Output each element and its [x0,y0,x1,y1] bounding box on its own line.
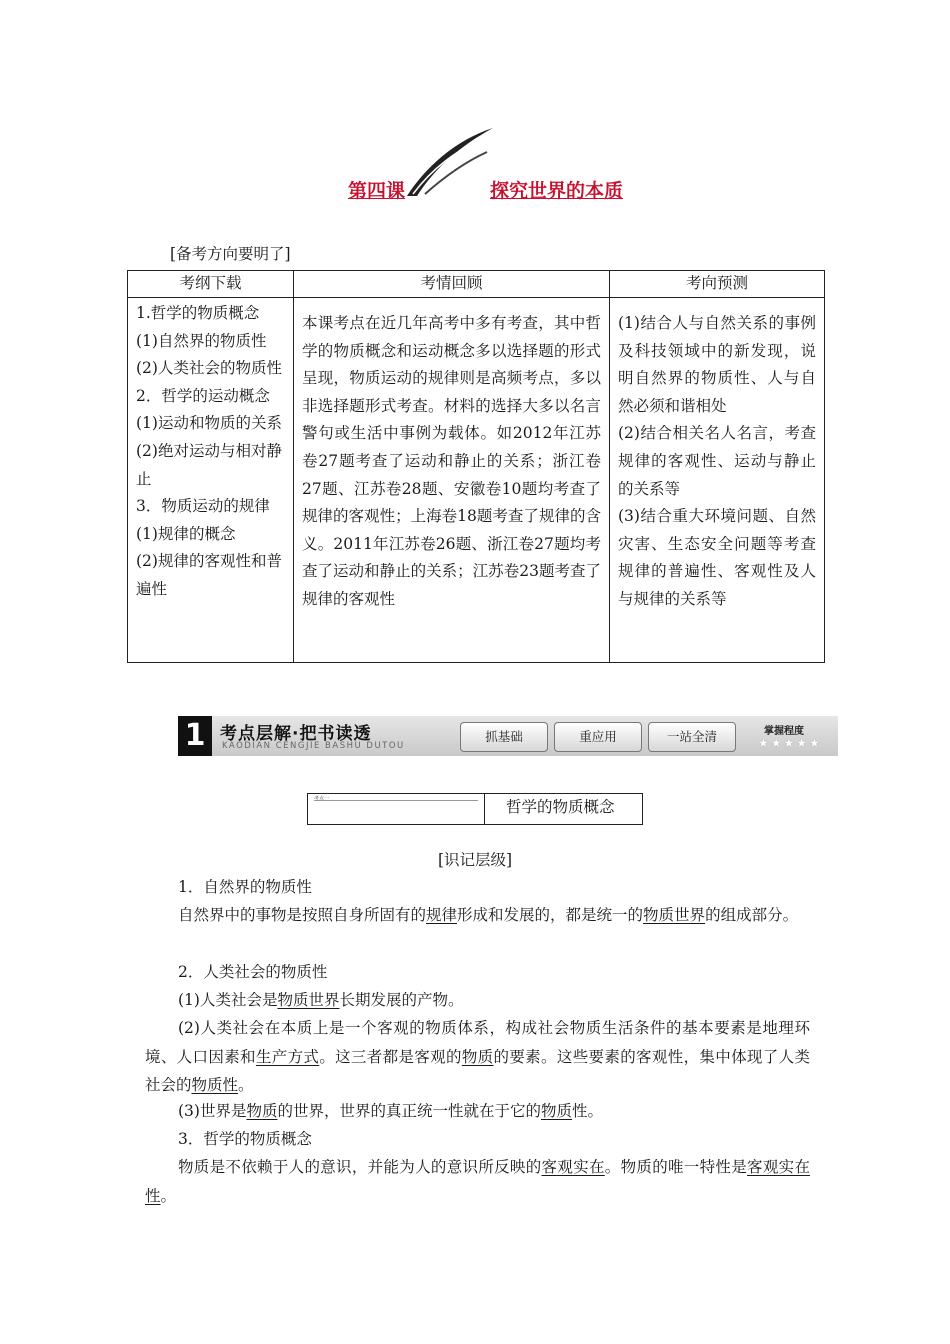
list-item: (2)规律的客观性和普遍性 [136,552,282,598]
all-clear-button[interactable]: 一站全清 [648,722,736,752]
section-2-item-3: (3)世界是物质的世界，世界的真正统一性就在于它的物质性。 [178,1102,604,1120]
list-item: (2)绝对运动与相对静止 [136,441,282,488]
list-item: (2)人类社会的物质性 [136,359,282,378]
list-item: 1.哲学的物质概念 [136,304,260,322]
section-2-heading: 2．人类社会的物质性 [178,963,328,981]
prep-heading: [备考方向要明了] [170,245,291,263]
table-row [128,298,825,663]
topic-box [307,793,643,825]
review-cell: 本课考点在近几年高考中多有考查，其中哲学的物质概念和运动概念多以选择题的形式呈现，物质运动的规律则是高频考点，多以非选择题形式考查。材料的选择大多以名言警句或生活中事例为载体。如2012年江苏卷27题考查了运动和静止的关系；浙江卷27题、江苏卷28题、安徽卷10题均考查了规律的客观性；上海卷18题考查了规律的含义。2011年江苏卷26题、浙江卷27题均考查了运动和静止的关系；江苏卷23题考查了规律的客观性 [294,298,610,663]
list-item: (3)结合重大环境问题、自然灾害、生态安全问题等考查规律的普遍性、客观性及人与规律的关系等 [618,507,816,608]
section-2-item-1: (1)人类社会是物质世界长期发展的产物。 [178,991,464,1009]
list-item: 2．哲学的运动概念 [136,386,270,405]
list-item: (1)运动和物质的关系 [136,414,282,433]
syllabus-cell [128,298,294,663]
section-3-heading: 3．哲学的物质概念 [178,1130,312,1148]
section-2-item-2: (2)人类社会在本质上是一个客观的物质体系，构成社会物质生活条件的基本要素是地理环境、人口因素和生产方式。这三者都是客观的物质的要素。这些要素的客观性，集中体现了人类社会的物质性。 [145,1019,810,1095]
level-heading: [识记层级] [437,851,513,869]
swoosh-decoration-icon [405,128,495,198]
list-item: (1)规律的概念 [136,524,236,543]
basics-button[interactable]: 抓基础 [460,722,548,752]
section-3-paragraph: 物质是不依赖于人的意识，并能为人的意识所反映的客观实在。物质的唯一特性是客观实在性。 [145,1158,810,1205]
topic-label: 哲学的物质概念 [506,798,615,816]
lesson-title-block [345,128,655,208]
list-item: 3．物质运动的规律 [136,497,270,516]
topic-tag: 考点一 [314,796,330,802]
col-header-syllabus: 考纲下载 [128,271,294,298]
mastery-label: 掌握程度 [764,726,804,737]
col-header-forecast: 考向预测 [610,271,825,298]
forecast-cell [610,298,825,663]
topic-tag-cell [308,794,485,824]
list-item: (1)自然界的物质性 [136,331,267,350]
banner-subtitle: KAODIAN CENGJIE BASHU DUTOU [222,741,405,751]
divider [314,800,478,801]
section-banner [178,716,838,756]
application-button[interactable]: 重应用 [554,722,642,752]
section-1-paragraph: 自然界中的事物是按照自身所固有的规律形成和发展的，都是统一的物质世界的组成部分。 [178,906,799,924]
lesson-title: 探究世界的本质 [490,180,624,202]
banner-title: 考点层解·把书读透 [220,724,372,744]
lesson-number: 第四课 [348,180,406,202]
list-item: (1)结合人与自然关系的事例及科技领域中的新发现，说明自然界的物质性、人与自然必须和谐相处 [618,314,816,415]
star-icon: ★★★★★ [758,736,822,750]
table-header-row [128,271,825,298]
exam-outline-table [127,270,825,663]
col-header-review: 考情回顾 [294,271,610,298]
list-item: (2)结合相关名人名言，考查规律的客观性、运动与静止的关系等 [618,424,816,498]
banner-number: 1 [178,716,212,756]
section-1-heading: 1．自然界的物质性 [178,878,312,896]
